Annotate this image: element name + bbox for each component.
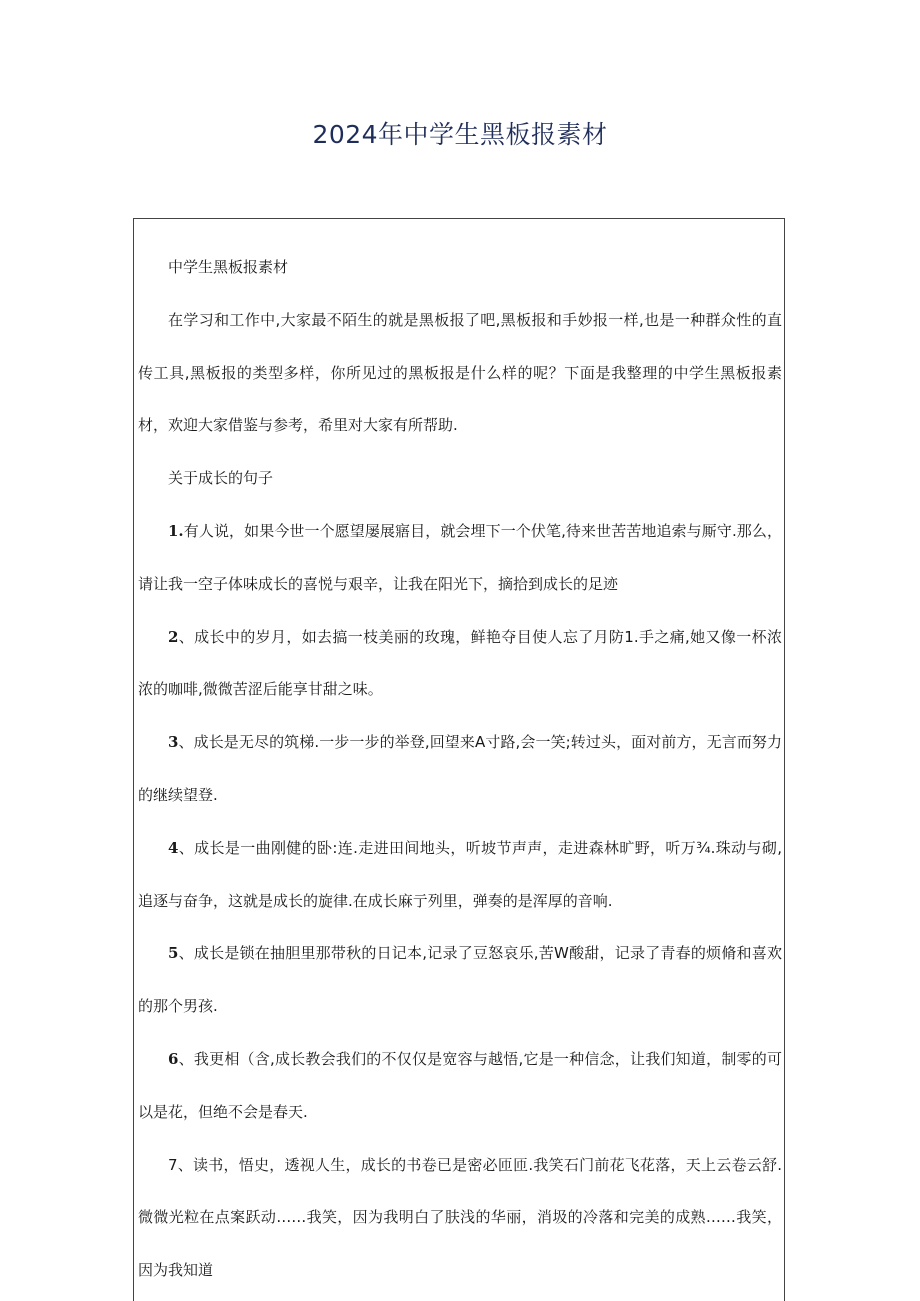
item-number: 5 (168, 944, 179, 963)
item-number: 6 (168, 1049, 179, 1068)
item-number: 7 (168, 1155, 178, 1174)
list-item (138, 822, 782, 928)
item-number: 1. (168, 521, 184, 540)
item-text: 、成长是一曲刚健的卧:连.走进田间地头，听坡节声声，走进森林旷野，听万¾.珠动与砌,追逐与奋争，这就是成长的旋律.在成长麻亍列里，弹奏的是浑厚的音响. (138, 838, 782, 910)
list-item (138, 505, 782, 611)
item-number: 3 (168, 733, 179, 752)
content-body (134, 219, 784, 1297)
list-item (138, 611, 782, 717)
item-number: 4 (168, 838, 179, 857)
list-item (138, 927, 782, 1033)
list-item (138, 1033, 782, 1139)
item-text: 、我更相（含,成长教会我们的不仅仅是宽容与越悟,它是一种信念，让我们知道，制零的可以是花，但绝不会是春天. (138, 1049, 782, 1121)
item-text: 、成长是锁在抽胆里那带秋的日记本,记录了豆怒哀乐,苦W酸甜，记录了青春的烦脩和喜欢的那个男孩. (138, 944, 782, 1016)
list-item (138, 1139, 782, 1297)
item-text: 、成长中的岁月，如去搞一枝美丽的玫瑰，鲜艳夺目使人忘了月防1.手之痛,她又像一杯浓浓的咖啡,微微苦涩后能享甘甜之味。 (138, 627, 782, 699)
document-title: 2024年中学生黑板报素材 (312, 120, 608, 149)
item-text: 、成长是无尽的筑梯.一步一步的举登,回望来A寸路,会一笑;转过头，面对前方，无言而努力的继续望登. (138, 733, 782, 804)
subtitle: 中学生黑板报素材 (168, 258, 289, 276)
intro-paragraph: 在学习和工作中,大家最不陌生的就是黑板报了吧,黑板报和手妙报一样,也是一种群众性的直传工具,黑板报的类型多样，你所见过的黑板报是什么样的呢？下面是我整理的中学生黑板报素材，欢迎大家借鉴与参考，希里对大家有所帮助. (138, 310, 782, 435)
section-heading: 关于成长的句子 (168, 469, 274, 488)
item-text: 有人说，如果今世一个愿望屡展寤目，就会埋下一个伏笔,待来世苦苦地追索与厮守.那么，请让我一空子体味成长的喜悦与艰辛，让我在阳光下，摘拾到成长的足迹 (138, 521, 782, 593)
list-item (138, 716, 782, 822)
item-text: 、读书，悟史，透视人生，成长的书卷已是密必匝匝.我笑石门前花飞花落，天上云卷云舒.微微光粒在点案跃动……我笑，因为我明白了肤浅的华丽，消圾的冷落和完美的成熟……我笑，因为我知道 (138, 1155, 782, 1280)
item-number: 2 (168, 627, 179, 646)
content-box (133, 218, 785, 1301)
